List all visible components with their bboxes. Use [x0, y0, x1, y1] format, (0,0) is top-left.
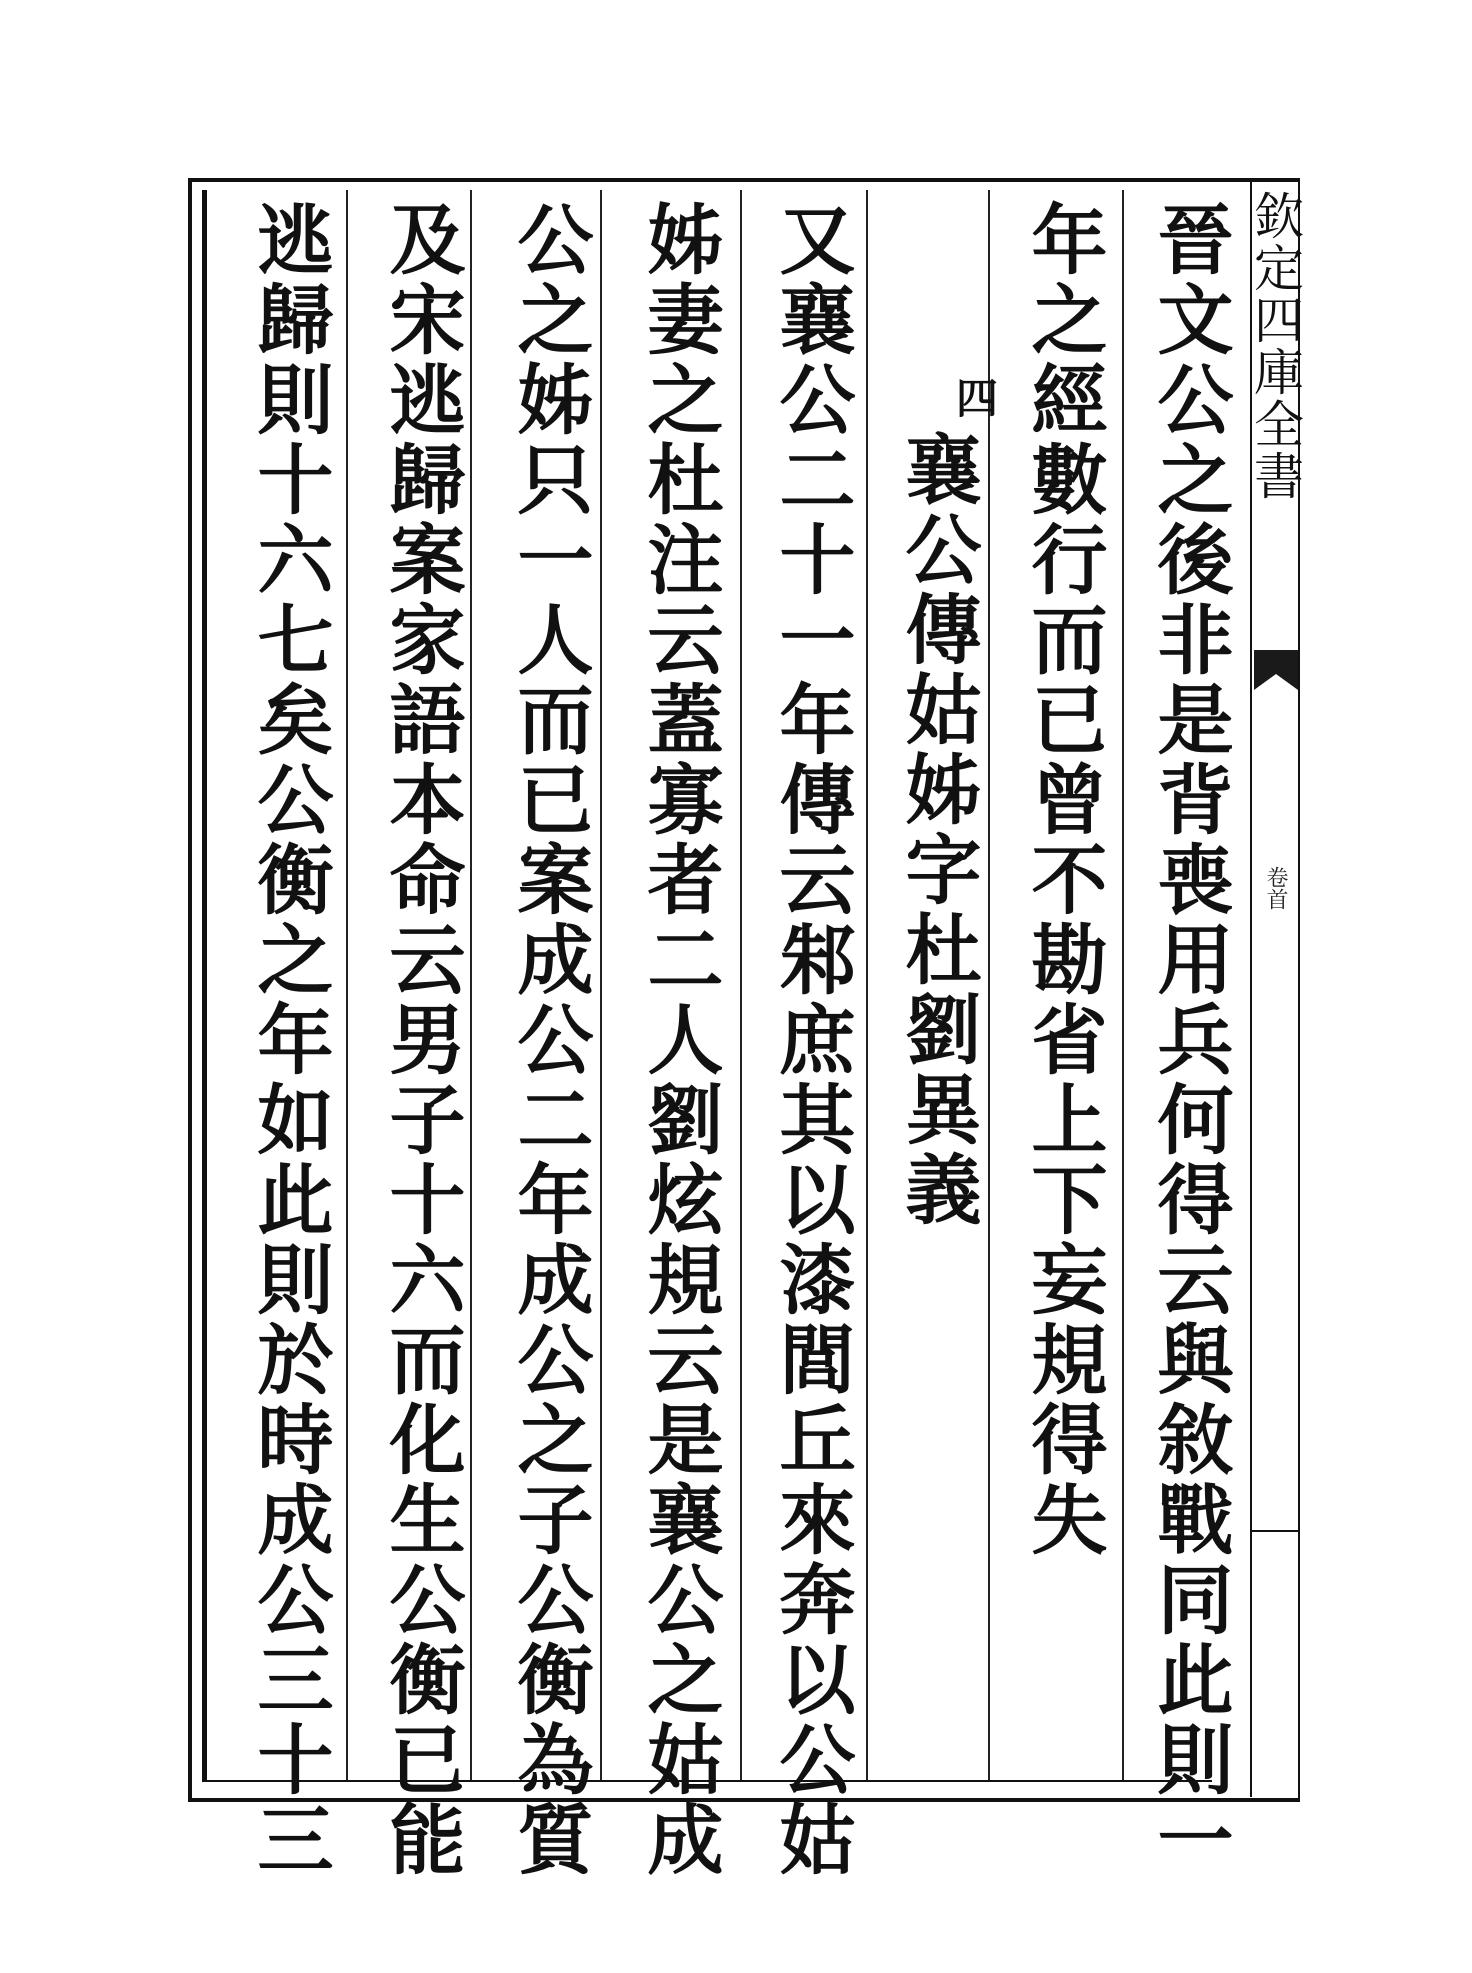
text-column-7: 及宋逃歸案家語本命云男子十六而化生公衡已能 — [377, 200, 466, 1880]
margin-header: 欽定四庫全書 — [1246, 190, 1304, 502]
margin-juan: 卷首 — [1263, 866, 1288, 910]
column-rule — [1122, 190, 1124, 1780]
text-column-3: 襄公傳姑姊字杜劉異義 — [893, 430, 982, 1230]
text-column-6: 公之姊只一人而已案成公二年成公之子公衡為質 — [505, 200, 594, 1880]
text-column-4: 又襄公二十一年傳云邾庶其以漆閭丘來奔以公姑 — [767, 200, 856, 1880]
text-column-5: 姊妻之杜注云蓋寡者二人劉炫規云是襄公之姑成 — [635, 200, 724, 1880]
text-column-8: 逃歸則十六七矣公衡之年如此則於時成公三十三 — [245, 200, 334, 1880]
text-column-2: 年之經數行而已曾不勘省上下妄規得失 — [1019, 200, 1108, 1560]
column-rule — [740, 190, 742, 1780]
column-rule — [866, 190, 868, 1780]
section-number: 四 — [950, 376, 999, 418]
text-column-1: 晉文公之後非是背喪用兵何得云與敘戰同此則一 — [1145, 200, 1234, 1880]
column-rule — [346, 190, 348, 1780]
margin-divider — [1250, 1530, 1300, 1532]
